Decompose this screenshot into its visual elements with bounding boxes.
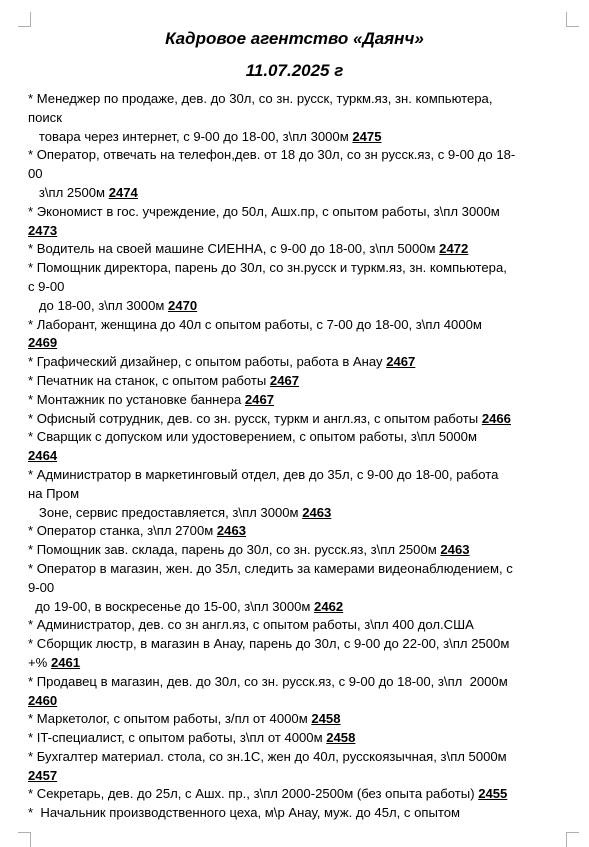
vacancy-text: товара через интернет, с 9-00 до 18-00, з\пл 3000м <box>28 128 353 144</box>
vacancy-number: 2461 <box>50 654 81 670</box>
vacancy-line <box>28 710 576 729</box>
vacancy-number: 2473 <box>28 222 58 238</box>
vacancy-line <box>28 635 576 654</box>
vacancy-number: 2455 <box>478 786 508 802</box>
vacancy-number: 2458 <box>311 711 341 727</box>
vacancy-line <box>28 391 576 410</box>
vacancy-line <box>28 579 576 598</box>
vacancy-line <box>28 466 576 485</box>
vacancy-text: * Лаборант, женщина до 40л с опытом работы, с 7-00 до 18-00, з\пл 4000м <box>28 316 482 332</box>
vacancy-text: * Оператор станка, з\пл 2700м <box>28 523 217 539</box>
vacancy-text: с 9-00 <box>28 278 65 294</box>
vacancy-text: * Оператор, отвечать на телефон,дев. от 18 до 30л, со зн русск.яз, с 9-00 до 18- <box>28 147 516 163</box>
vacancy-line <box>28 447 576 466</box>
vacancy-text: * Продавец в магазин, дев. до 30л, со зн. русск.яз, с 9-00 до 18-00, з\пл 2000м <box>28 673 508 689</box>
vacancy-line <box>28 146 576 165</box>
vacancy-line <box>28 485 576 504</box>
vacancy-text: * Экономист в гос. учреждение, до 50л, Ашх.пр, с опытом работы, з\пл 3000м <box>28 203 500 219</box>
vacancy-number: 2458 <box>326 730 356 746</box>
vacancy-line <box>28 372 576 391</box>
vacancy-line <box>28 203 576 222</box>
vacancy-text: * IT-специалист, с опытом работы, з\пл от 4000м <box>28 730 327 746</box>
vacancy-number: 2469 <box>28 335 58 351</box>
vacancy-line <box>28 785 576 804</box>
vacancy-text: * Оператор в магазин, жен. до 35л, следить за камерами видеонаблюдением, с <box>28 560 513 576</box>
page-corner-mark <box>566 832 579 847</box>
vacancy-line <box>28 428 576 447</box>
vacancy-text: * Офисный сотрудник, дев. со зн. русск, туркм и англ.яз, с опытом работы <box>28 410 482 426</box>
vacancy-line <box>28 165 576 184</box>
vacancy-line <box>28 541 576 560</box>
vacancy-line <box>28 522 576 541</box>
vacancy-number: 2463 <box>440 542 470 558</box>
vacancy-line <box>28 240 576 259</box>
vacancy-line <box>28 692 576 711</box>
vacancy-line <box>28 259 576 278</box>
vacancy-number: 2470 <box>168 297 198 313</box>
vacancy-number: 2472 <box>439 241 469 257</box>
document-date: 11.07.2025 г <box>245 61 344 80</box>
vacancy-text: 9-00 <box>28 579 55 595</box>
vacancy-number: 2463 <box>302 504 332 520</box>
page-corner-mark <box>18 12 31 27</box>
vacancy-text: * Секретарь, дев. до 25л, с Ашх. пр., з\пл 2000-2500м (без опыта работы) <box>28 786 479 802</box>
vacancy-line <box>28 598 576 617</box>
vacancy-text: * Администратор, дев. со зн англ.яз, с опытом работы, з\пл 400 дол.США <box>28 617 474 633</box>
vacancy-line <box>28 654 576 673</box>
vacancy-line <box>28 334 576 353</box>
page-corner-mark <box>18 832 31 847</box>
vacancy-text: * Сборщик люстр, в магазин в Анау, парень до 30л, с 9-00 до 22-00, з\пл 2500м <box>28 636 510 652</box>
vacancy-line <box>28 504 576 523</box>
vacancy-text: * Маркетолог, с опытом работы, з/пл от 4000м <box>28 711 312 727</box>
vacancy-line <box>28 353 576 372</box>
vacancy-line <box>28 560 576 579</box>
vacancy-text: на Пром <box>28 485 80 501</box>
vacancy-number: 2466 <box>481 410 511 426</box>
vacancy-text: Зоне, сервис предоставляется, з\пл 3000м <box>28 504 303 520</box>
vacancy-number: 2462 <box>314 598 344 614</box>
vacancy-line <box>28 316 576 335</box>
vacancy-text: * Менеджер по продаже, дев. до 30л, со зн. русск, туркм.яз, зн. компьютера, <box>28 91 493 106</box>
vacancy-text: * Сварщик с допуском или удостоверением, с опытом работы, з\пл 5000м <box>28 429 477 445</box>
vacancy-line <box>28 804 576 823</box>
vacancy-line <box>28 297 576 316</box>
vacancy-number: 2467 <box>244 391 275 407</box>
vacancy-line <box>28 278 576 297</box>
vacancy-number: 2457 <box>28 767 58 783</box>
vacancy-line <box>28 90 576 109</box>
vacancy-text: поиск <box>28 109 62 125</box>
vacancy-line <box>28 748 576 767</box>
vacancy-text: * Помощник директора, парень до 30л, со зн.русск и туркм.яз, зн. компьютера, <box>28 260 507 276</box>
vacancy-number: 2460 <box>28 692 58 708</box>
vacancy-number: 2475 <box>352 128 382 144</box>
page-corner-mark <box>566 12 579 27</box>
vacancy-text: * Помощник зав. склада, парень до 30л, со зн. русск.яз, з\пл 2500м <box>28 542 441 558</box>
vacancy-line <box>28 184 576 203</box>
vacancy-text: * Монтажник по установке баннера <box>28 391 245 407</box>
vacancy-number: 2467 <box>386 354 416 370</box>
vacancy-line <box>28 410 576 429</box>
vacancy-text: з\пл 2500м <box>28 184 109 200</box>
vacancy-text: * Водитель на своей машине СИЕННА, с 9-00 до 18-00, з\пл 5000м <box>28 241 440 257</box>
vacancy-line <box>28 109 576 128</box>
vacancy-line <box>28 729 576 748</box>
vacancy-line <box>28 616 576 635</box>
vacancy-number: 2463 <box>216 523 247 539</box>
vacancy-number: 2467 <box>269 372 300 388</box>
document-title: Кадровое агентство «Даянч» <box>165 29 424 48</box>
vacancy-text: * Администратор в маркетинговый отдел, дев до 35л, с 9-00 до 18-00, работа <box>28 466 499 482</box>
vacancy-line <box>28 222 576 241</box>
vacancy-line <box>28 767 576 786</box>
vacancy-text: * Печатник на станок, с опытом работы <box>28 372 270 388</box>
vacancy-text: * Бухгалтер материал. стола, со зн.1С, жен до 40л, русскоязычная, з\пл 5000м <box>28 748 507 764</box>
vacancy-text: +% <box>28 654 51 670</box>
vacancy-line <box>28 128 576 147</box>
vacancy-text: * Начальник производственного цеха, м\р Анау, муж. до 45л, с опытом <box>28 805 460 821</box>
vacancy-text: до 18-00, з\пл 3000м <box>28 297 169 313</box>
vacancy-number: 2474 <box>108 184 138 200</box>
vacancy-number: 2464 <box>28 448 58 464</box>
vacancy-text: * Графический дизайнер, с опытом работы, работа в Анау <box>28 354 387 370</box>
vacancy-line <box>28 673 576 692</box>
vacancy-text: до 19-00, в воскресенье до 15-00, з\пл 3000м <box>28 598 315 614</box>
vacancy-list <box>28 90 576 823</box>
vacancy-text: 00 <box>28 166 43 182</box>
